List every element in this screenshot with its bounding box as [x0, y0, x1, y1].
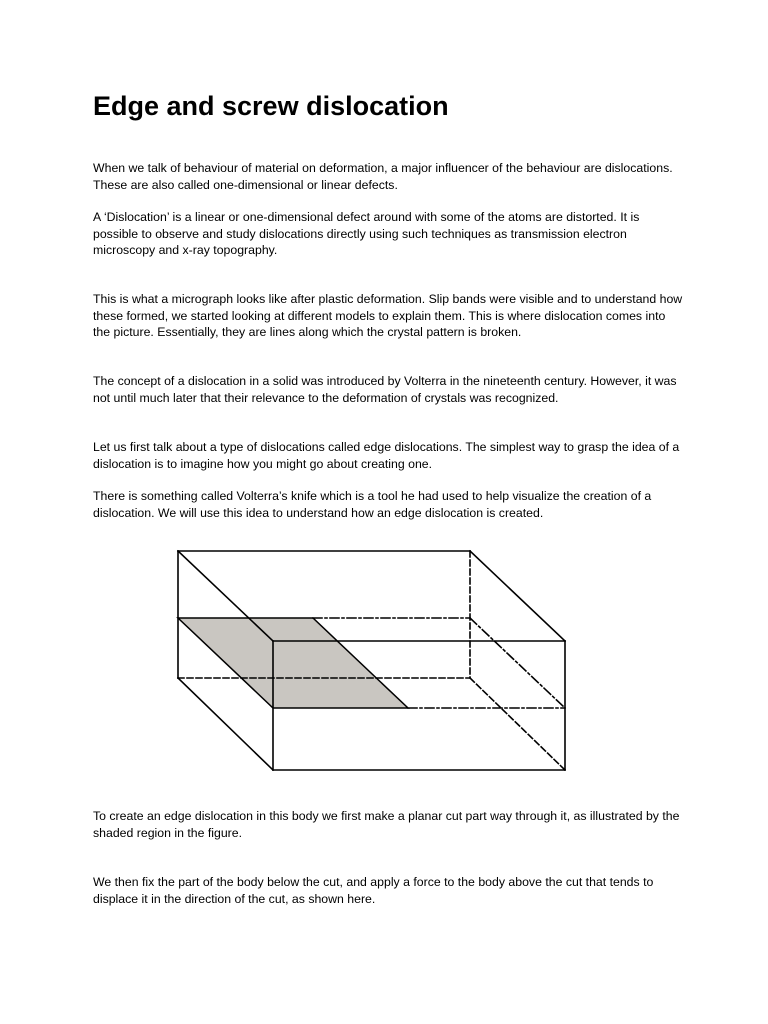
paragraph-micrograph: This is what a micrograph looks like after plastic deformation. Slip bands were visible and to understand how these formed, we started looking at different models to explain them. This is where dislocation comes into the picture. Essentially, they are lines along which the crystal pattern is broken.: [93, 292, 683, 339]
paragraph-apply-force: We then fix the part of the body below the cut, and apply a force to the body above the cut that tends to displace it in the direction of the cut, as shown here.: [93, 875, 654, 906]
paragraph-edge-intro: Let us first talk about a type of dislocations called edge dislocations. The simplest way to grasp the idea of a dislocation is to imagine how you might go about creating one.: [93, 440, 680, 471]
paragraph-volterra-knife: There is something called Volterra’s knife which is a tool he had used to help visualize the creation of a dislocation. We will use this idea to understand how an edge dislocation is created.: [93, 489, 652, 520]
page-title: Edge and screw dislocation: [93, 91, 449, 121]
dislocation-block-figure: [170, 542, 580, 778]
paragraph-planar-cut: To create an edge dislocation in this body we first make a planar cut part way through it, as illustrated by the shaded region in the figure.: [93, 809, 680, 840]
cut-right-depth-extension: [470, 618, 565, 708]
cut-plane-shaded-region: [178, 618, 408, 708]
depth-bottom-right-edge-dashed: [470, 678, 565, 770]
paragraph-volterra-history: The concept of a dislocation in a solid was introduced by Volterra in the nineteenth century. However, it was not until much later that their relevance to the deformation of crystals was recognized.: [93, 374, 677, 405]
paragraph-dislocation-definition: A ‘Dislocation’ is a linear or one-dimensional defect around with some of the atoms are distorted. It is possible to observe and study dislocations directly using such techniques as transmission electron microscopy and x-ray topography.: [93, 210, 640, 257]
depth-top-right-edge: [470, 551, 565, 641]
paragraph-intro: When we talk of behaviour of material on deformation, a major influencer of the behaviour are dislocations. These are also called one-dimensional or linear defects.: [93, 161, 673, 192]
